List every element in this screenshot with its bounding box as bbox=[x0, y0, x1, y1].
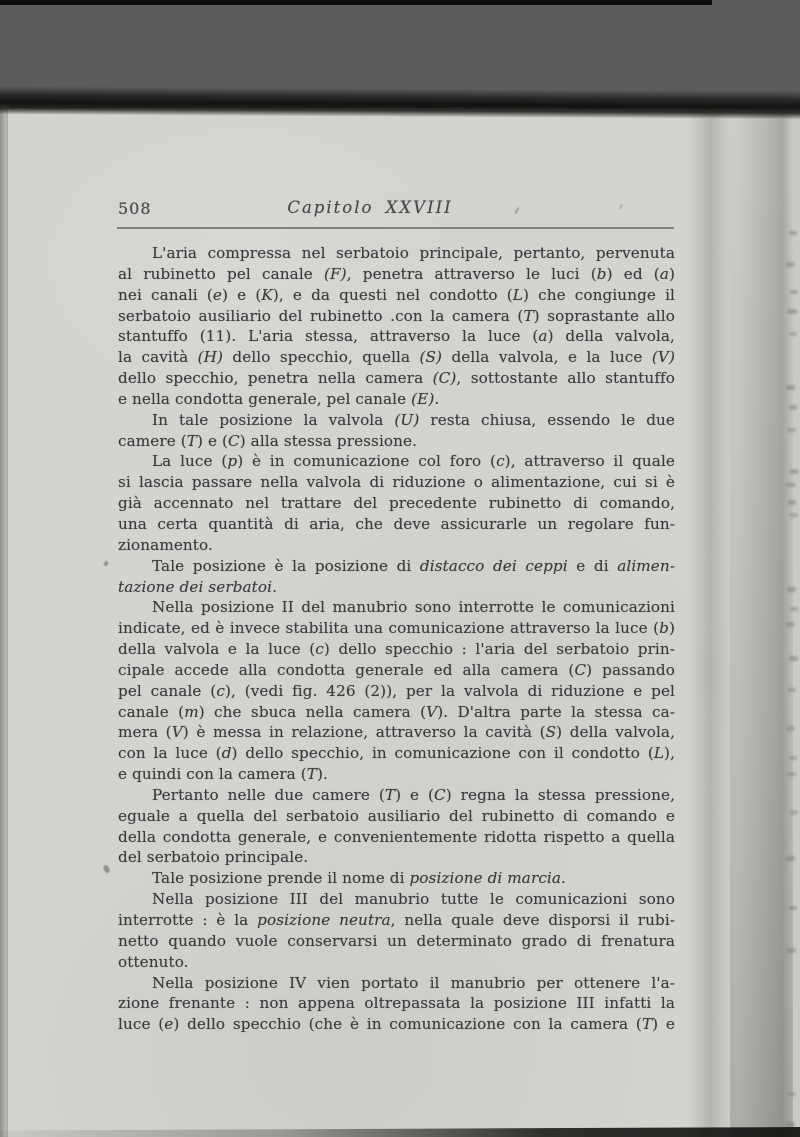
text-line: Nella posizione II del manubrio sono interrotte le comunicazioni bbox=[152, 598, 675, 617]
text-line: luce (e) dello specchio (che è in comunicazione con la camera (T) e bbox=[118, 1015, 675, 1034]
text-line: Nella posizione III del manubrio tutte le comunicazioni sono bbox=[152, 890, 675, 909]
page-number: 508 bbox=[118, 199, 152, 218]
text-line: zionamento. bbox=[118, 535, 213, 554]
text-line: serbatoio ausiliario del rubinetto .con la camera (T) soprastante allo bbox=[118, 306, 675, 325]
text-line: nei canali (e) e (K), e da questi nel condotto (L) che congiunge il bbox=[118, 285, 675, 304]
text-line: stantuffo (11). L'aria stessa, attraverso la luce (a) della valvola, bbox=[118, 327, 675, 346]
text-line: interrotte : è la posizione neutra, nella quale deve disporsi il rubi- bbox=[118, 911, 675, 929]
text-line: della condotta generale, e convenientemente ridotta rispetto a quella bbox=[118, 827, 675, 846]
text-line: una certa quantità di aria, che deve assicurarle un regolare fun- bbox=[118, 514, 675, 533]
text-line: La luce (p) è in comunicazione col foro (c), attraverso il quale bbox=[152, 452, 675, 471]
text-line: In tale posizione la valvola (U) resta chiusa, essendo le due bbox=[152, 410, 675, 429]
text-line: indicate, ed è invece stabilita una comunicazione attraverso la luce (b) bbox=[118, 619, 675, 638]
text-line: pel canale (c), (vedi fig. 426 (2)), per la valvola di riduzione e pel bbox=[118, 681, 675, 700]
text-line: al rubinetto pel canale (F), penetra attraverso le luci (b) ed (a) bbox=[118, 264, 675, 283]
text-line: camere (T) e (C) alla stessa pressione. bbox=[118, 431, 418, 450]
header-rule bbox=[117, 227, 674, 229]
text-line: eguale a quella del serbatoio ausiliario del rubinetto di comando e bbox=[118, 806, 675, 825]
text-line: del serbatoio principale. bbox=[118, 848, 309, 867]
text-line: netto quando vuole conservarsi un determinato grado di frenatura bbox=[118, 931, 675, 950]
text-line: la cavità (H) dello specchio, quella (S) della valvola, e la luce (V) bbox=[118, 348, 675, 367]
text-line: zione frenante : non appena oltrepassata la posizione III infatti la bbox=[118, 994, 675, 1013]
text-line: L'aria compressa nel serbatoio principale, pertanto, pervenuta bbox=[152, 244, 675, 262]
running-header-chapter: Capitolo XXVIII bbox=[287, 198, 453, 217]
text-line: ottenuto. bbox=[118, 952, 189, 971]
book-cover-shadow bbox=[0, 86, 800, 119]
text-line: e quindi con la camera (T). bbox=[118, 765, 328, 784]
text-line: Pertanto nelle due camere (T) e (C) regna la stessa pressione, bbox=[152, 785, 675, 804]
text-line: si lascia passare nella valvola di riduzione o alimentazione, cui si è bbox=[118, 473, 675, 492]
text-line: canale (m) che sbuca nella camera (V). D'altra parte la stessa ca- bbox=[118, 702, 675, 721]
page-curl-shading bbox=[730, 108, 794, 1137]
text-line: mera (V) è messa in relazione, attraverso la cavità (S) della valvola, bbox=[118, 723, 675, 742]
scan-edge-strip bbox=[0, 0, 712, 5]
body-text bbox=[118, 243, 675, 1035]
text-line: già accennato nel trattare del precedente rubinetto di comando, bbox=[118, 494, 675, 513]
next-page-edge bbox=[793, 108, 800, 1137]
text-line: cipale accede alla condotta generale ed alla camera (C) passando bbox=[118, 660, 675, 679]
text-line: della valvola e la luce (c) dello specchio : l'aria del serbatoio prin- bbox=[118, 640, 675, 659]
text-line: Tale posizione è la posizione di distacco dei ceppi e di alimen- bbox=[152, 556, 675, 575]
text-line: Nella posizione IV vien portato il manubrio per ottenere l'a- bbox=[152, 973, 675, 992]
text-line: tazione dei serbatoi. bbox=[118, 577, 278, 596]
text-line: e nella condotta generale, pel canale (E). bbox=[118, 389, 440, 408]
text-line: dello specchio, penetra nella camera (C), sottostante allo stantuffo bbox=[118, 369, 675, 388]
text-line: Tale posizione prende il nome di posizione di marcia. bbox=[152, 869, 566, 888]
text-line: con la luce (d) dello specchio, in comunicazione con il condotto (L), bbox=[118, 744, 675, 763]
